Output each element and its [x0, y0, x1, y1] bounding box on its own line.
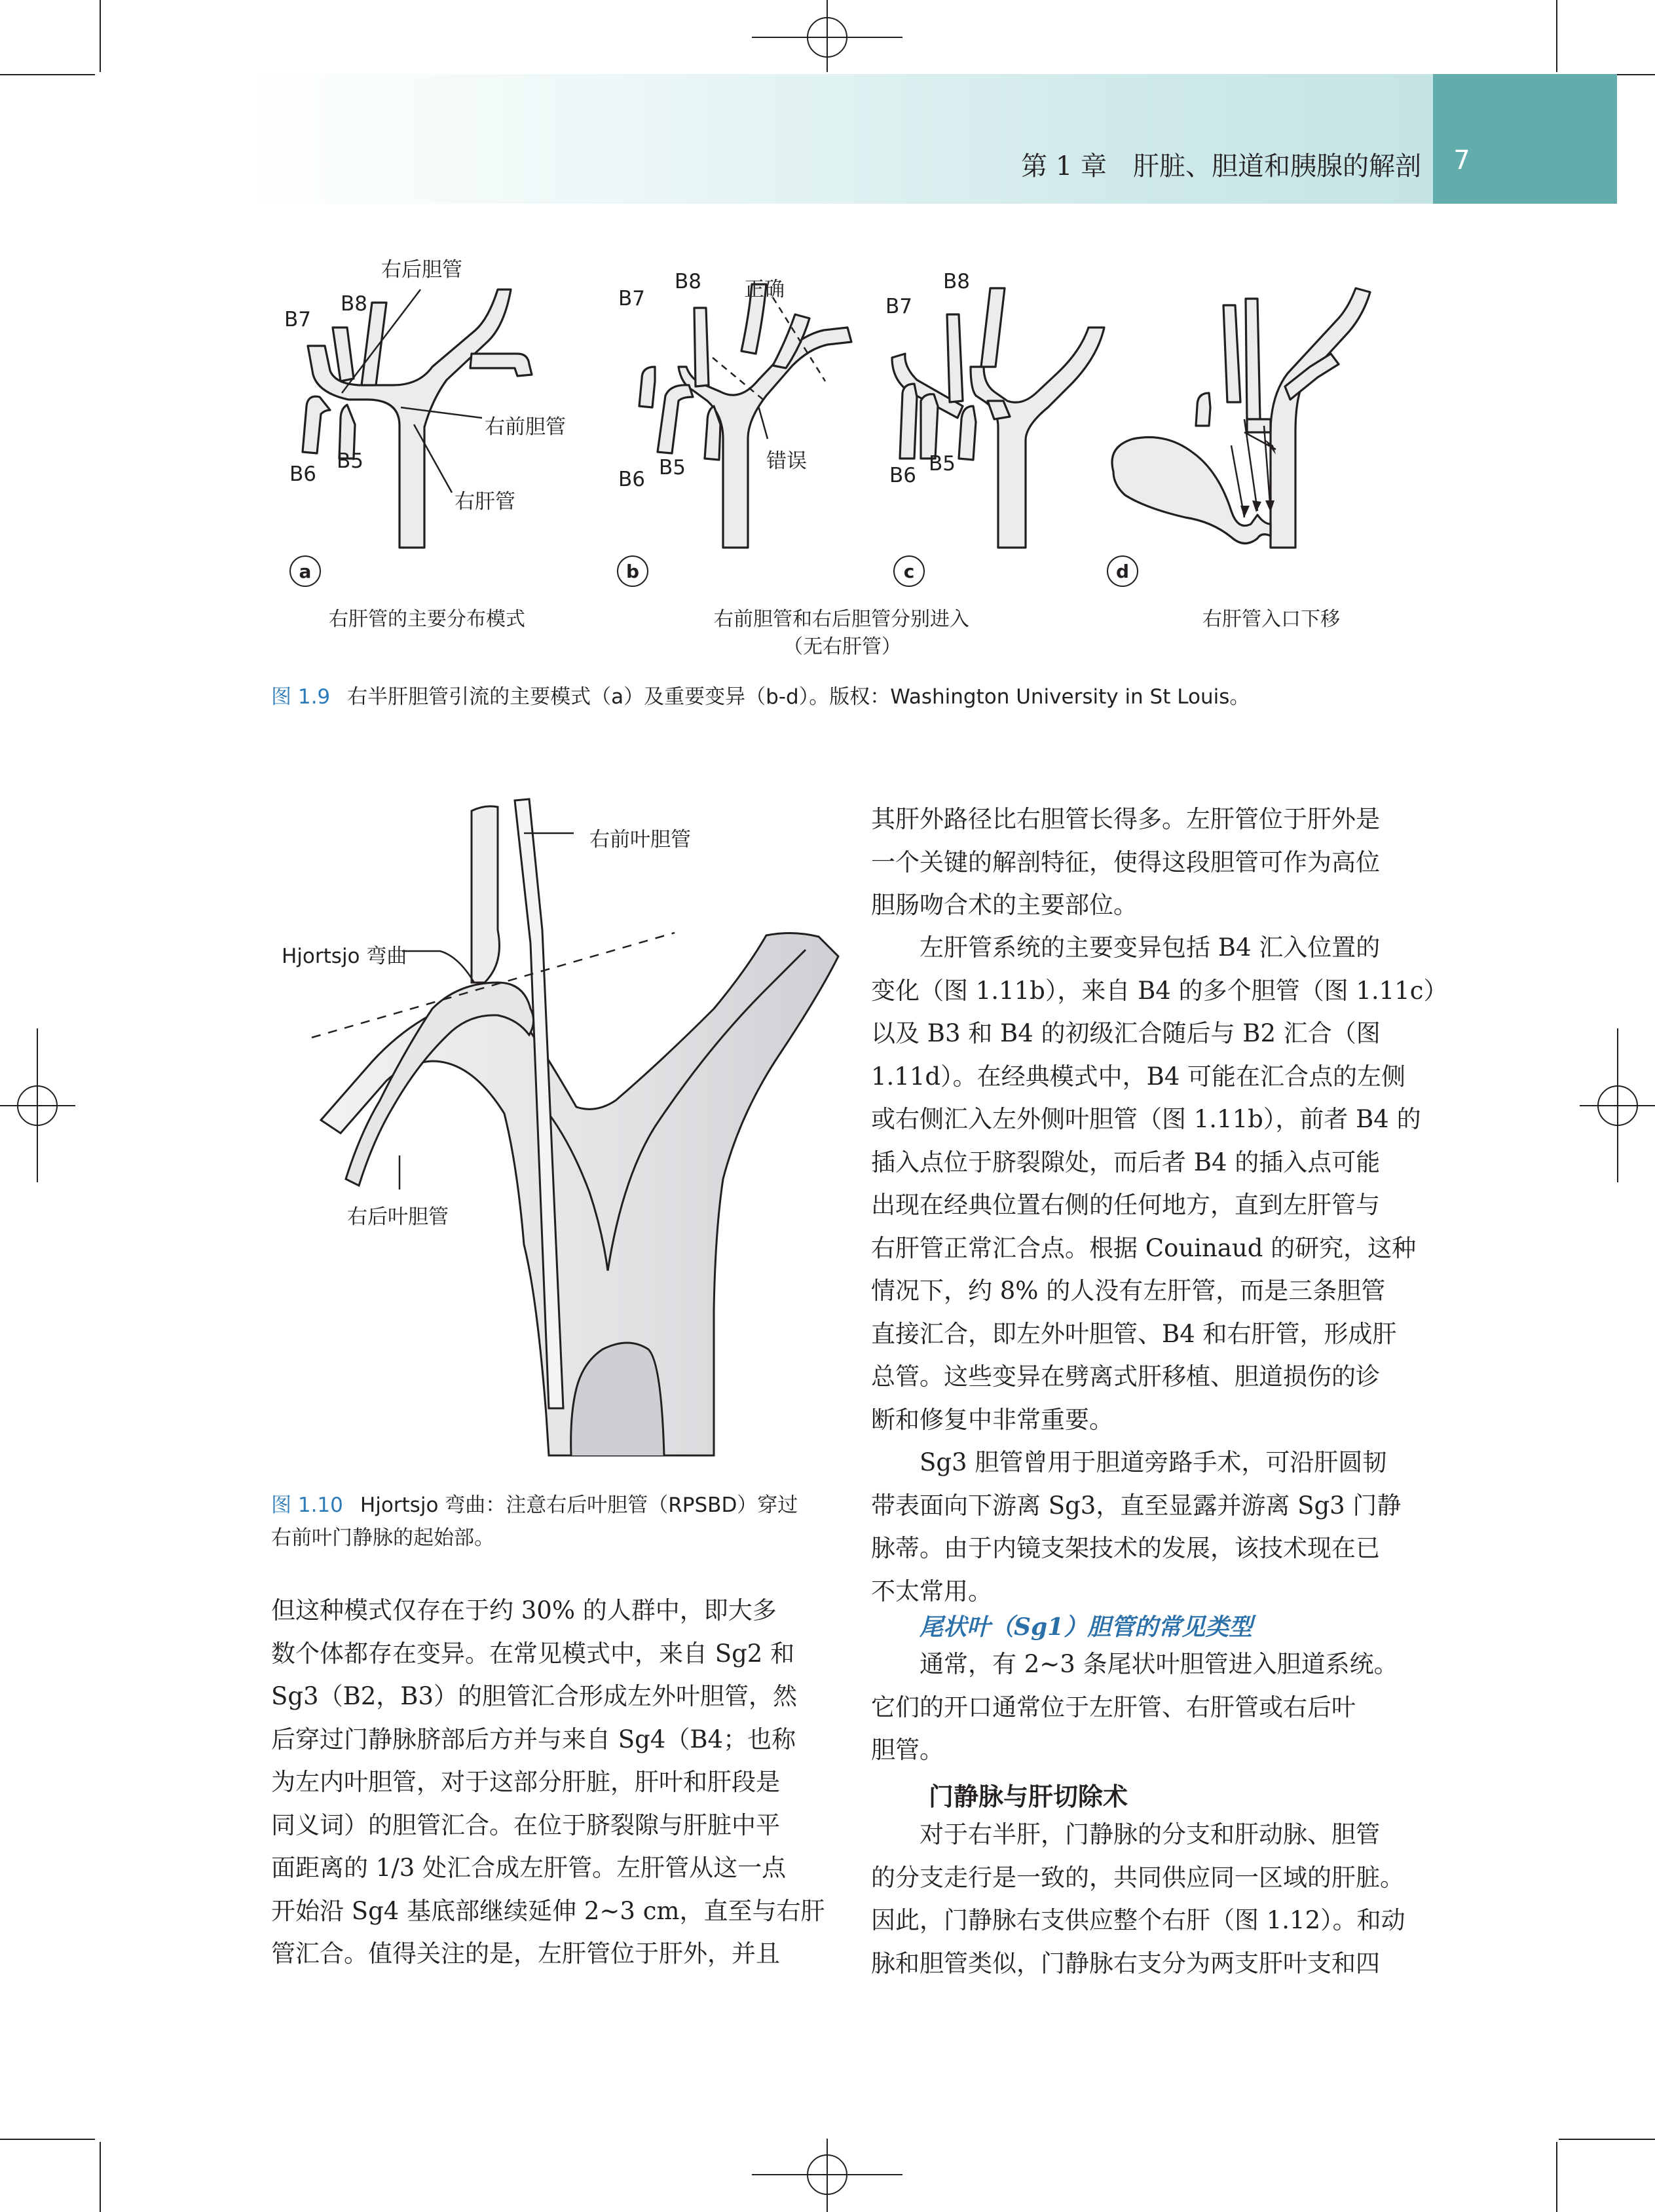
text-line: 情况下，约 8% 的人没有左肝管，而是三条胆管	[871, 1277, 1386, 1305]
panel-a-caption: 右肝管的主要分布模式	[329, 608, 525, 631]
figure-1-10-caption-text: Hjortsjo 弯曲：注意右后叶胆管（RPSBD）穿过	[360, 1493, 798, 1517]
left-column-paragraph	[271, 1589, 834, 1976]
text-line: 同义词）的胆管汇合。在位于脐裂隙与肝脏中平	[271, 1810, 780, 1839]
right-column-paragraph-4	[871, 1643, 1447, 1772]
running-header-title: 第 1 章 肝脏、胆道和胰腺的解剖	[1021, 151, 1421, 181]
label-b8: B8	[341, 292, 367, 316]
subheading-portal-vein: 门静脉与肝切除术	[929, 1782, 1128, 1811]
text-line: 带表面向下游离 Sg3，直至显露并游离 Sg3 门静	[871, 1491, 1402, 1520]
label-right-anterior-duct: 右前胆管	[485, 415, 566, 439]
text-line: 为左内叶胆管，对于这部分肝脏，肝叶和肝段是	[271, 1768, 780, 1796]
text-line: 右肝管正常汇合点。根据 Couinaud 的研究，这种	[871, 1233, 1417, 1262]
label-b8: B8	[943, 270, 970, 293]
text-line: 总管。这些变异在劈离式肝移植、胆道损伤的诊	[871, 1362, 1380, 1391]
right-column-paragraph-1	[871, 798, 1434, 927]
text-line: 管汇合。值得关注的是，左肝管位于肝外，并且	[271, 1940, 780, 1968]
label-right-posterior-duct: 右后胆管	[381, 258, 462, 282]
text-line: 不太常用。	[871, 1577, 992, 1605]
label-b6: B6	[618, 468, 645, 491]
text-line: Sg3 胆管曾用于胆道旁路手术，可沿肝圆韧	[871, 1448, 1387, 1476]
label-b8: B8	[675, 270, 701, 293]
text-line: 脉和胆管类似，门静脉右支分为两支肝叶支和四	[871, 1949, 1380, 1978]
figure-1-10-number: 图 1.10	[271, 1493, 343, 1517]
text-line: 或右侧汇入左外侧叶胆管（图 1.11b），前者 B4 的	[871, 1105, 1421, 1133]
label-b5: B5	[929, 452, 956, 476]
right-column-paragraph-3	[871, 1441, 1447, 1613]
panel-letter-b: b	[617, 555, 648, 587]
text-line: 面距离的 1/3 处汇合成左肝管。左肝管从这一点	[271, 1854, 787, 1882]
text-line: Sg3（B2，B3）的胆管汇合形成左外叶胆管，然	[271, 1682, 798, 1710]
label-b7: B7	[284, 308, 311, 331]
text-line: 以及 B3 和 B4 的初级汇合随后与 B2 汇合（图	[871, 1019, 1381, 1047]
right-column-paragraph-2	[871, 926, 1447, 1441]
text-line: 通常，有 2~3 条尾状叶胆管进入胆道系统。	[871, 1650, 1398, 1678]
figure-1-9-number: 图 1.9	[271, 685, 331, 709]
panel-b-caption-line1: 右前胆管和右后胆管分别进入	[714, 608, 969, 631]
text-line: 它们的开口通常位于左肝管、右肝管或右后叶	[871, 1693, 1356, 1721]
panel-letter-d: d	[1107, 555, 1138, 587]
text-line: 因此，门静脉右支供应整个右肝（图 1.12）。和动	[871, 1906, 1405, 1934]
figure-1-9-caption-text: 右半肝胆管引流的主要模式（a）及重要变异（b-d）。版权：Washington University in St Louis。	[347, 685, 1250, 709]
text-line: 后穿过门静脉脐部后方并与来自 Sg4（B4；也称	[271, 1725, 796, 1753]
label-hjortsjo-crook: Hjortsjo 弯曲	[282, 945, 407, 968]
figure-1-10-caption-line1	[271, 1488, 798, 1518]
label-b7: B7	[885, 295, 912, 318]
text-line: 插入点位于脐裂隙处，而后者 B4 的插入点可能	[871, 1148, 1381, 1176]
text-line: 一个关键的解剖特征，使得这段胆管可作为高位	[871, 848, 1380, 876]
text-line: 断和修复中非常重要。	[871, 1405, 1113, 1434]
text-line: 的分支走行是一致的，共同供应同一区域的肝脏。	[871, 1863, 1404, 1892]
label-b6: B6	[889, 464, 916, 487]
label-correct: 正确	[744, 278, 785, 301]
text-line: 脉蒂。由于内镜支架技术的发展，该技术现在已	[871, 1534, 1380, 1562]
text-line: 1.11d）。在经典模式中，B4 可能在汇合点的左侧	[871, 1062, 1406, 1091]
text-line: 胆肠吻合术的主要部位。	[871, 891, 1138, 919]
text-line: 开始沿 Sg4 基底部继续延伸 2~3 cm，直至与右肝	[271, 1896, 825, 1925]
panel-letter-a: a	[289, 555, 321, 587]
label-b5: B5	[337, 449, 363, 473]
text-line: 但这种模式仅存在于约 30% 的人群中，即大多	[271, 1596, 777, 1624]
label-b6: B6	[289, 462, 316, 486]
label-wrong: 错误	[766, 449, 807, 473]
text-line: 左肝管系统的主要变异包括 B4 汇入位置的	[871, 933, 1381, 962]
text-line: 直接汇合，即左外叶胆管、B4 和右肝管，形成肝	[871, 1319, 1397, 1348]
label-right-anterior-lobe-duct: 右前叶胆管	[589, 828, 691, 852]
label-right-posterior-lobe-duct: 右后叶胆管	[347, 1205, 449, 1229]
figure-1-10-caption-line2: 右前叶门静脉的起始部。	[271, 1526, 494, 1550]
text-line: 胆管。	[871, 1736, 944, 1764]
panel-d-caption: 右肝管入口下移	[1202, 608, 1340, 631]
label-b7: B7	[618, 287, 645, 310]
label-right-hepatic-duct: 右肝管	[455, 490, 515, 514]
right-column-paragraph-5	[871, 1813, 1447, 1985]
text-line: 对于右半肝，门静脉的分支和肝动脉、胆管	[871, 1820, 1380, 1848]
panel-letter-c: c	[893, 555, 925, 587]
text-line: 变化（图 1.11b），来自 B4 的多个胆管（图 1.11c）	[871, 976, 1448, 1005]
subheading-caudate-duct: 尾状叶（Sg1）胆管的常见类型	[920, 1613, 1253, 1641]
text-line: 出现在经典位置右侧的任何地方，直到左肝管与	[871, 1191, 1380, 1219]
panel-b-caption-line2: （无右肝管）	[783, 635, 901, 658]
label-b5: B5	[659, 456, 686, 479]
page-number: 7	[1453, 145, 1470, 176]
text-line: 其肝外路径比右胆管长得多。左肝管位于肝外是	[871, 805, 1380, 833]
text-line: 数个体都存在变异。在常见模式中，来自 Sg2 和	[271, 1639, 795, 1668]
